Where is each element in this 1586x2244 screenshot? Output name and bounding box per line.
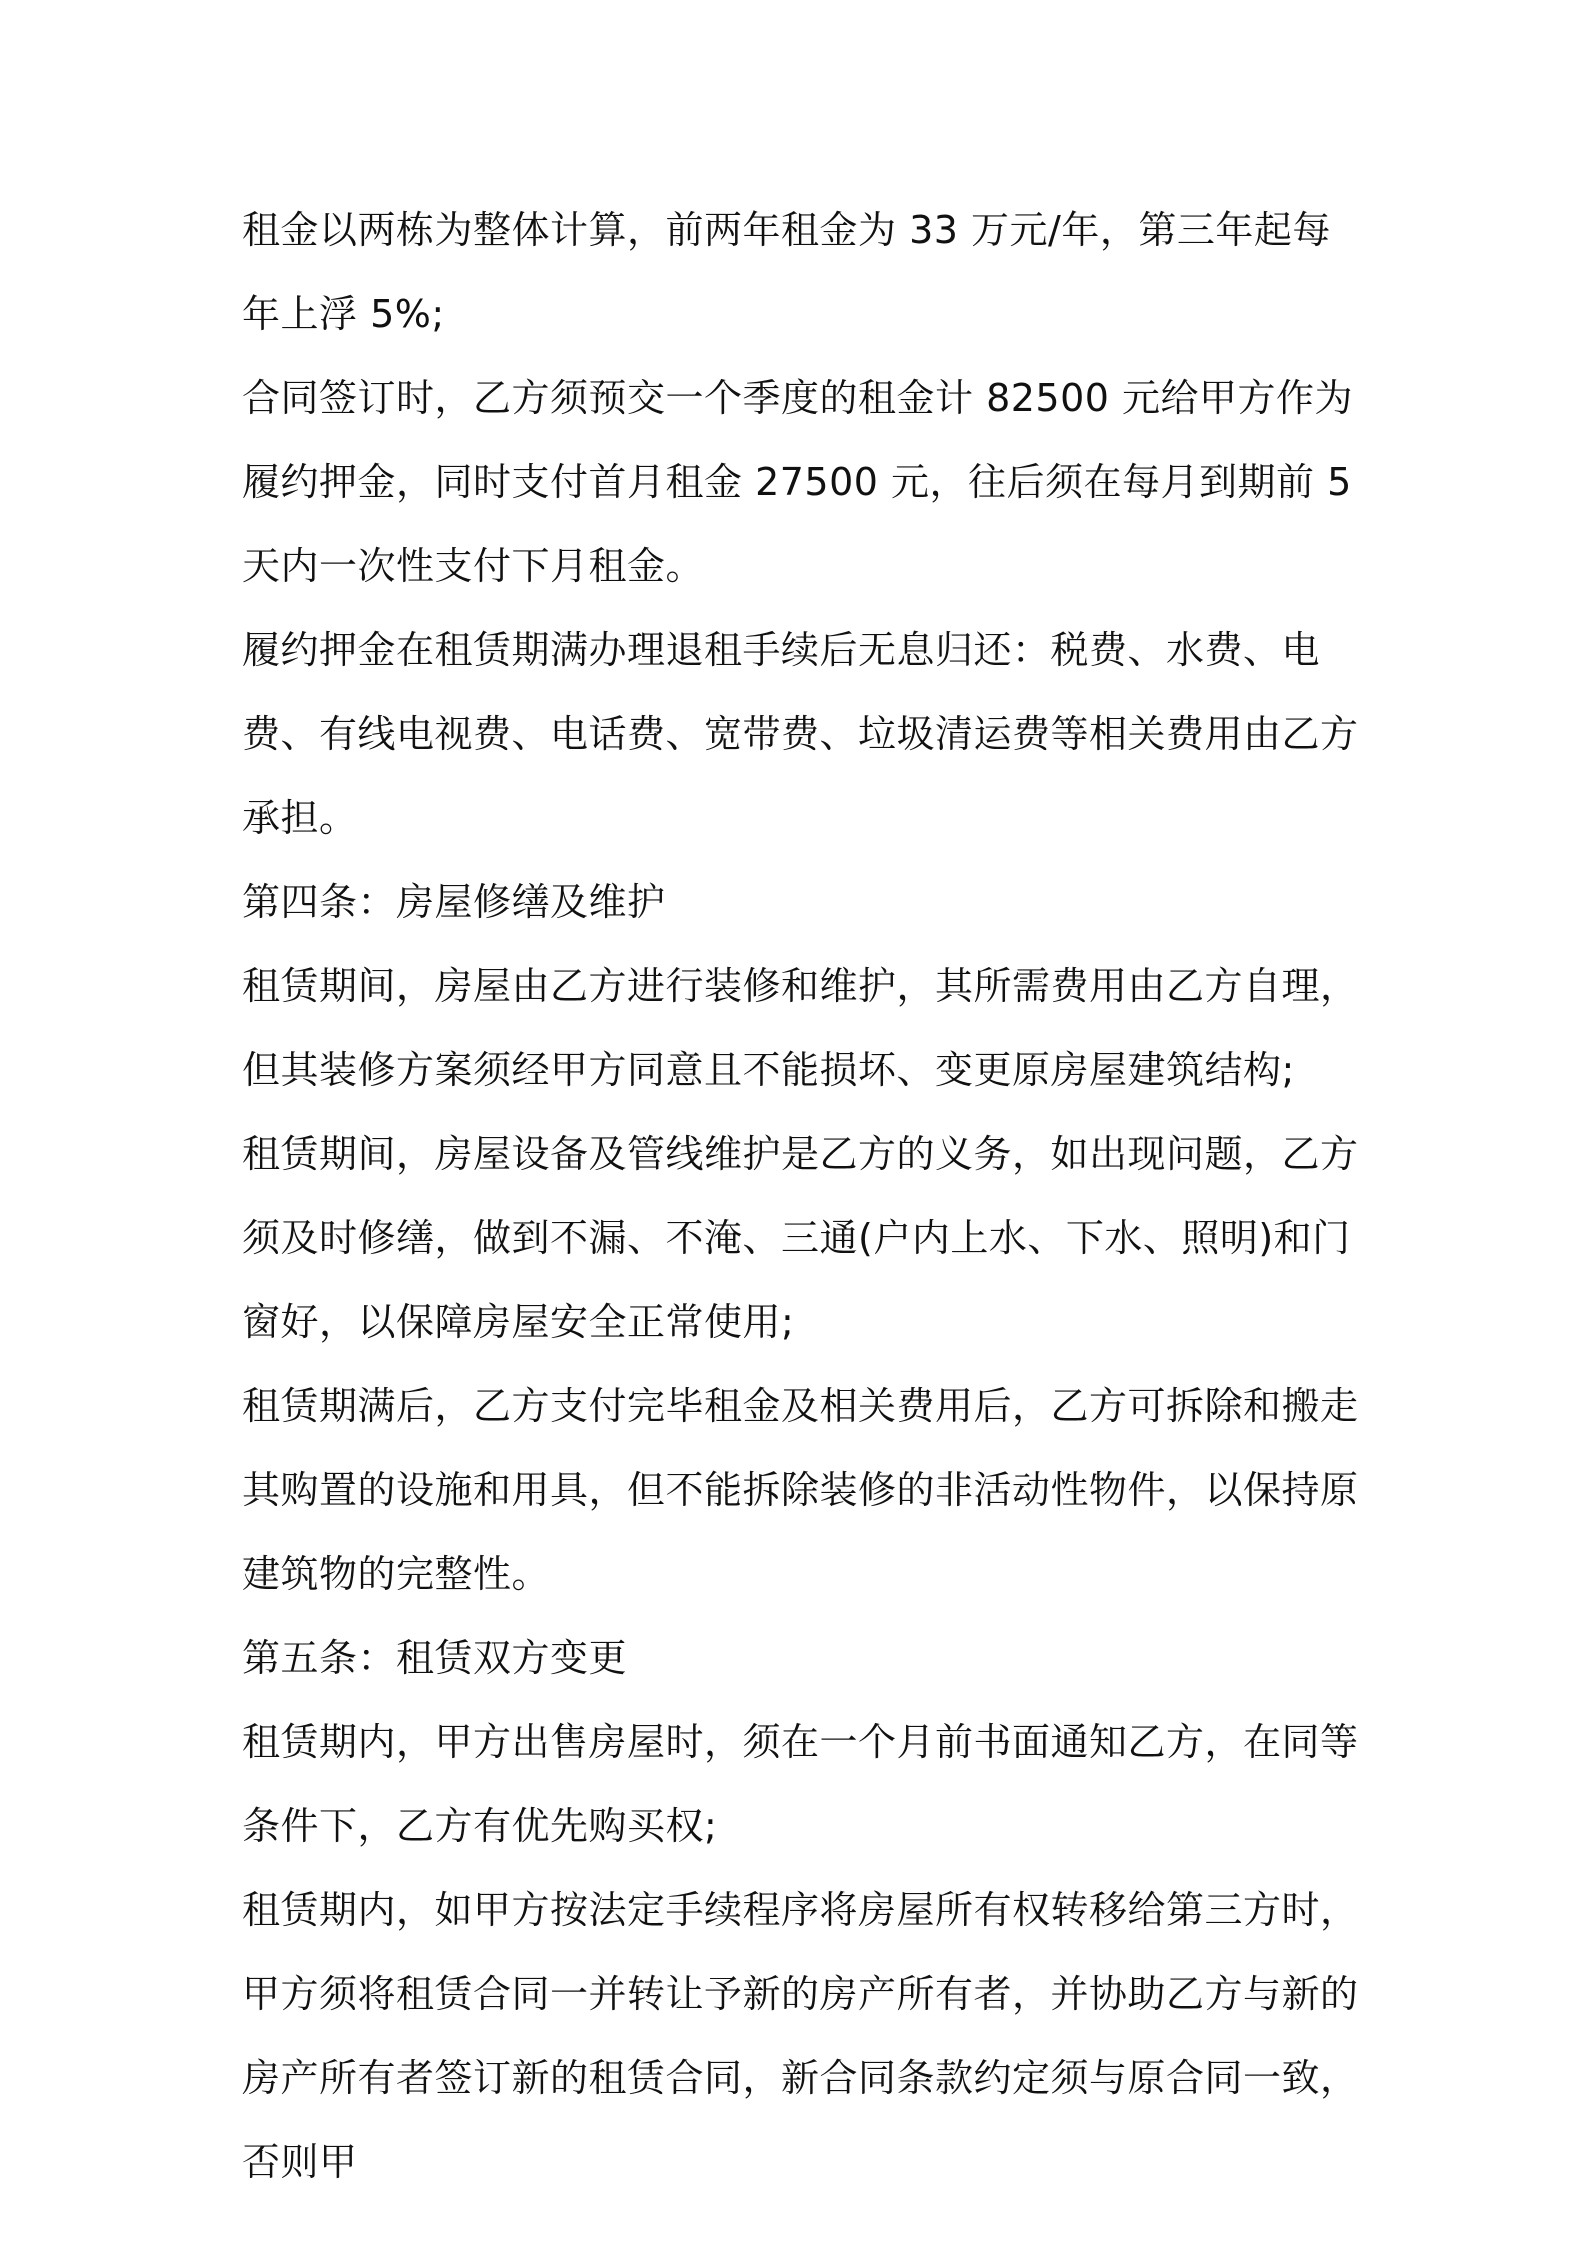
article-five-heading: 第五条：租赁双方变更: [242, 1636, 628, 1680]
document-body: [242, 188, 1362, 2204]
article-four-heading: 第四条：房屋修缮及维护: [242, 880, 666, 924]
paragraph-ownership-transfer: 租赁期内，如甲方按法定手续程序将房屋所有权转移给第三方时，甲方须将租赁合同一并转让予新的房产所有者，并协助乙方与新的房产所有者签订新的租赁合同，新合同条款约定须与原合同一致，否则甲: [242, 1888, 1359, 2184]
paragraph-equipment-maintenance: 租赁期间，房屋设备及管线维护是乙方的义务，如出现问题，乙方须及时修缮，做到不漏、不淹、三通(户内上水、下水、照明)和门窗好，以保障房屋安全正常使用;: [242, 1132, 1359, 1344]
paragraph-lease-expiry-removal: 租赁期满后，乙方支付完毕租金及相关费用后，乙方可拆除和搬走其购置的设施和用具，但不能拆除装修的非活动性物件，以保持原建筑物的完整性。: [242, 1384, 1359, 1596]
paragraph-deposit-return-fees: 履约押金在租赁期满办理退租手续后无息归还：税费、水费、电费、有线电视费、电话费、宽带费、垃圾清运费等相关费用由乙方承担。: [242, 628, 1359, 840]
paragraph-sale-priority: 租赁期内，甲方出售房屋时，须在一个月前书面通知乙方，在同等条件下，乙方有优先购买权;: [242, 1720, 1359, 1848]
paragraph-deposit-payment: 合同签订时，乙方须预交一个季度的租金计 82500 元给甲方作为履约押金，同时支付首月租金 27500 元，往后须在每月到期前 5 天内一次性支付下月租金。: [242, 376, 1354, 588]
paragraph-decoration-maintenance: 租赁期间，房屋由乙方进行装修和维护，其所需费用由乙方自理，但其装修方案须经甲方同意且不能损坏、变更原房屋建筑结构;: [242, 964, 1359, 1092]
paragraph-rent-calculation: 租金以两栋为整体计算，前两年租金为 33 万元/年，第三年起每年上浮 5%;: [242, 208, 1331, 336]
